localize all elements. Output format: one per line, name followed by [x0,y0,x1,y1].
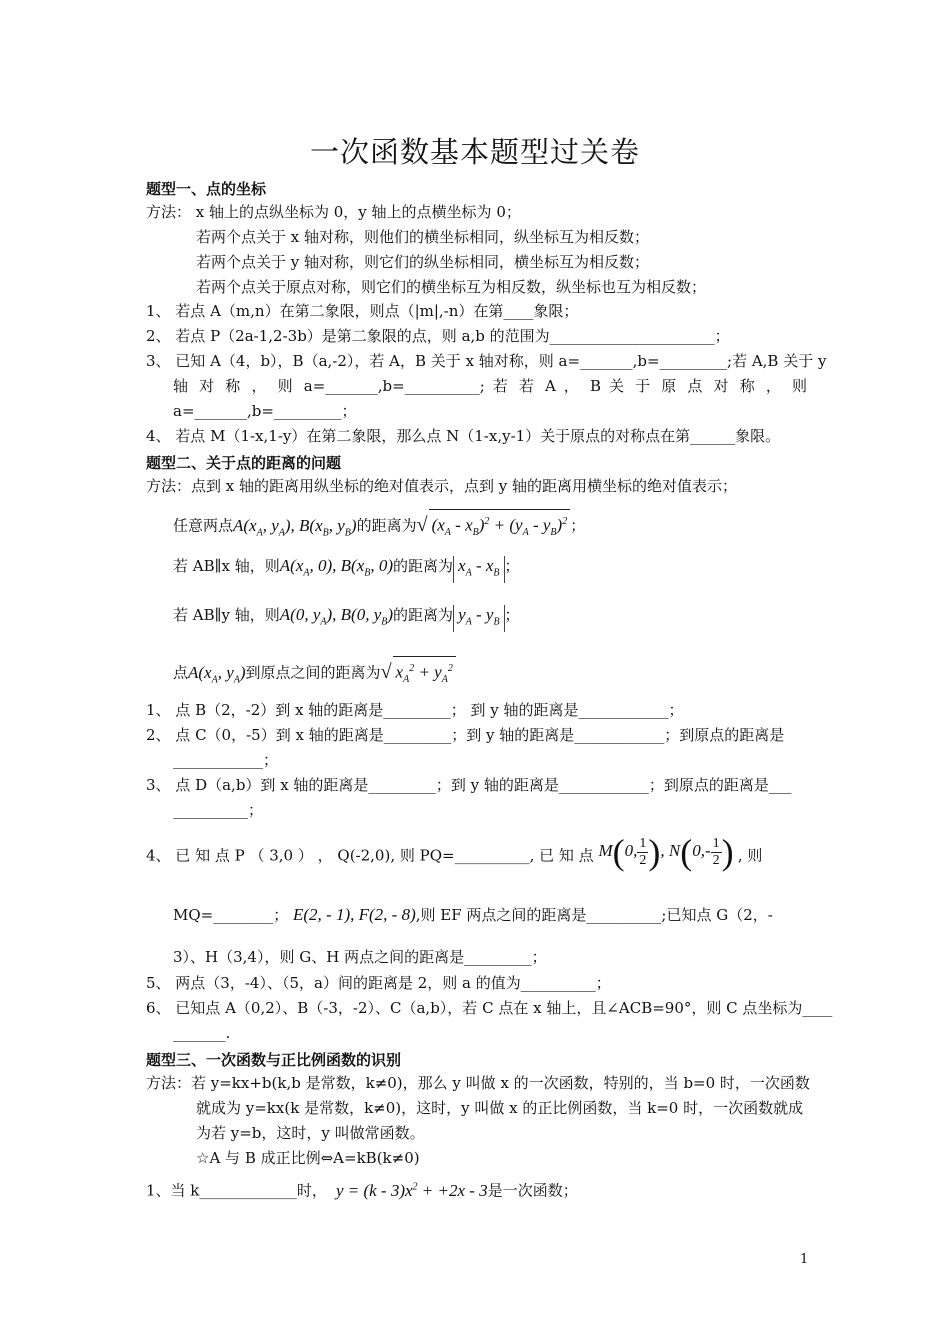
section3-heading: 题型三、一次函数与正比例函数的识别 [146,1051,402,1069]
formula-text: ； [504,606,520,624]
section3-method-line: 就成为 y=kx(k 是常数，k≠0)，这时，y 叫做 x 的正比例函数，当 k=0 时，一次函数就成 [196,1099,804,1117]
section1-question-4: 4、 若点 M（1-x,1-y）在第二象限，那么点 N（1-x,y-1）关于原点的对称点在第______象限。 [146,427,781,445]
point-mn-math: M(0, $\frac{1}{2}$ ), N(0,- $\frac{1}{2}$ ) [598,832,734,873]
question-text: , 则 [737,846,763,865]
function-math: $y = (k - 3)x^2 + +2x - 3$ [331,1180,488,1200]
section3-method-line: ☆A 与 B 成正比例⇔A=kB(k≠0) [196,1149,420,1167]
formula-text: 的距离为 [393,606,454,624]
formula-text: ； [570,516,586,535]
section3-question-1 [146,1177,578,1201]
question-text: 4、 已 知 点 P （ 3,0 ） ， Q(-2,0), 则 PQ=__________, 已 知 点 [146,846,594,865]
section1-method-line: 若两个点关于原点对称，则它们的横坐标互为相反数，纵坐标也互为相反数； [196,278,707,296]
section2-question-3-cont: __________； [173,801,264,819]
section2-question-4-cont: 3）、H（3,4），则 G、H 两点之间的距离是_________； [173,948,547,966]
section2-question-1: 1、 点 B（2，-2）到 x 轴的距离是_________； 到 y 轴的距离是____________； [146,701,684,719]
formula-math: $A(x_A$, 0), $B(x_B$, 0) [279,556,394,579]
question-text: ,则 EF 两点之间的距离是__________;已知点 G（2，- [415,906,773,924]
section2-question-5: 5、 两点（3，-4）、（5，a）间的距离是 2，则 a 的值为__________； [146,974,611,992]
section2-question-3: 3、 点 D（a,b）到 x 轴的距离是_________；到 y 轴的距离是____________；到原点的距离是___ [146,776,792,794]
formula-text: ； [504,557,520,575]
formula-text: 若 AB∥x 轴，则 [173,557,280,575]
distance-formula-x-parallel [173,556,520,583]
question-text: MQ=________； [173,906,289,924]
section2-question-2: 2、 点 C（0，-5）到 x 轴的距离是_________；到 y 轴的距离是____________；到原点的距离是 [146,726,785,744]
formula-text: 的距离为 [356,516,417,535]
abs-formula: $x_A - x_B$ [453,556,504,583]
section3-method-line: 方法：若 y=kx+b(k,b 是常数，k≠0)，那么 y 叫做 x 的一次函数，特别的，当 b=0 时，一次函数 [146,1074,810,1092]
formula-text: 的距离为 [393,557,454,575]
section1-question-3: 3、 已知 A（4，b），B（a,-2），若 A，B 关于 x 轴对称，则 a=_______,b=_________;若 A,B 关于 y [146,352,827,370]
section1-question-1: 1、 若点 A（m,n）在第二象限，则点（|m|,-n）在第____象限； [146,302,579,320]
section1-method-line: 方法： x 轴上的点纵坐标为 0，y 轴上的点横坐标为 0； [146,203,521,221]
page-number: 1 [800,1252,809,1267]
section1-question-3-cont: 轴 对 称 ， 则 a=_______,b=__________; 若 若 A ， B 关 于 原 点 对 称 ， 则 [173,377,807,395]
section1-method-line: 若两个点关于 y 轴对称，则它们的纵坐标相同，横坐标互为相反数； [196,253,650,271]
sqrt-formula: √ $x_A^2 + y_A^2$ [381,663,456,682]
section2-heading: 题型二、关于点的距离的问题 [146,454,342,472]
abs-formula: $y_A - y_B$ [453,605,504,632]
formula-math: $A(x_A$, $y_A$) [188,662,246,686]
sqrt-formula: √ $(x_A - x_B)^2 + (y_A - y_B)^2$ [417,516,571,535]
section2-question-4-cont [173,905,773,925]
formula-text: 若 AB∥y 轴，则 [173,606,280,624]
section2-question-4 [146,832,763,873]
section2-question-6: 6、 已知点 A（0,2）、B（-3，-2）、C（a,b），若 C 点在 x 轴上，且∠ACB=90°，则 C 点坐标为____ [146,999,833,1017]
page-title: 一次函数基本题型过关卷 [309,135,640,169]
distance-formula-general [173,509,585,543]
formula-math: A(0, $y_A$), B(0, $y_B$) [279,605,394,628]
section2-question-2-cont: ____________； [173,751,279,769]
section2-method-line: 方法：点到 x 轴的距离用纵坐标的绝对值表示，点到 y 轴的距离用横坐标的绝对值表示； [146,477,738,495]
question-text: 1、当 k_____________时， [146,1181,327,1200]
distance-formula-y-parallel [173,605,520,632]
section3-method-line: 为若 y=b，这时，y 叫做常函数。 [196,1124,425,1142]
formula-text: 点 [173,663,189,682]
formula-text: 到原点之间的距离为 [245,663,381,682]
point-ef-math: E(2, - 1), F(2, - 8) [293,905,416,924]
section1-question-3-cont: a=_______,b=_________； [173,402,357,420]
formula-text: 任意两点 [173,516,234,535]
formula-math: $A(x_A$, $y_A$), $B(x_B$, $y_B$) [233,515,357,539]
distance-formula-origin [173,656,456,690]
section1-method-line: 若两个点关于 x 轴对称，则他们的横坐标相同，纵坐标互为相反数； [196,228,649,246]
section1-heading: 题型一、点的坐标 [146,180,267,198]
section2-question-6-cont: _______. [173,1024,231,1042]
section1-question-2: 2、 若点 P（2a-1,2-3b）是第二象限的点，则 a,b 的范围为______________________； [146,327,730,345]
question-text: 是一次函数； [487,1181,578,1200]
